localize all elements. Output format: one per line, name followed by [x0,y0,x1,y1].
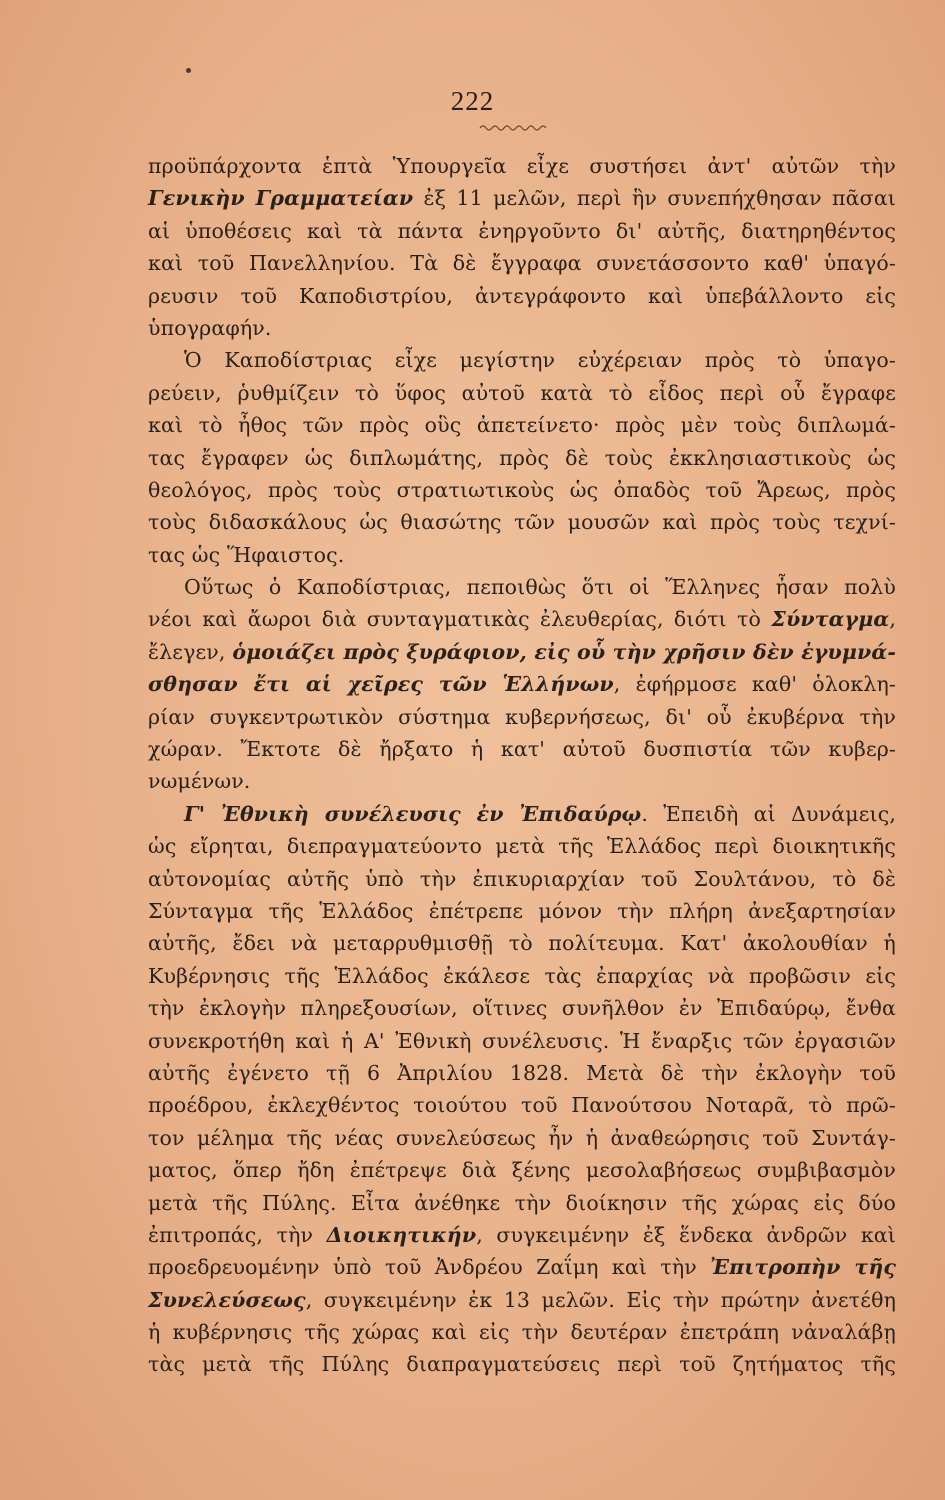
text-line: καὶ τὸ ἦθος τῶν πρὸς οὓς ἀπετείνετο· πρὸς μὲν τοὺς διπλωμά- [148,413,896,438]
text-line: τοὺς διδασκάλους ὡς θιασώτης τῶν μουσῶν καὶ πρὸς τοὺς τεχνί- [148,510,896,535]
italic-quote: σθησαν ἔτι αἱ χεῖρες τῶν Ἑλλήνων [148,672,614,697]
text-line: Οὕτως ὁ Καποδίστριας, πεποιθὼς ὅτι οἱ Ἕλληνες ἦσαν πολὺ [184,575,896,600]
text-line: τας ὡς Ἥφαιστος. [148,542,345,567]
text-line: μετὰ τῆς Πύλης. Εἶτα ἀνέθηκε τὴν διοίκησιν τῆς χώρας εἰς δύο [148,1190,896,1215]
text-line: ρευσιν τοῦ Καποδιστρίου, ἀντεγράφοντο καὶ ὑπεβάλλοντο εἰς [148,283,896,308]
text-line: ὡς εἴρηται, διεπραγματεύοντο μετὰ τῆς Ἑλλάδος περὶ διοικητικῆς [148,834,896,859]
italic-term: Ἐπιτροπὴν τῆς [710,1255,897,1280]
page-number: 222 [450,86,495,116]
text-line: ἡ κυβέρνησις τῆς χώρας καὶ εἰς τὴν δευτέραν ἐπετράπη νἀναλάβῃ [148,1320,896,1345]
italic-term: Διοικητικήν [326,1222,477,1247]
section-heading: Γ' Ἐθνικὴ συνέλευσις ἐν Ἐπιδαύρῳ [184,801,642,826]
text-line: Γενικὴν Γραμματείαν ἐξ 11 μελῶν, περὶ ἣν συνεπήχθησαν πᾶσαι [148,186,896,211]
text-line: ἐπιτροπάς, τὴν Διοικητικήν, συγκειμένην ἐξ ἕνδεκα ἀνδρῶν καὶ [148,1222,896,1247]
text-line: αὐτονομίας αὐτῆς ὑπὸ τὴν ἐπικυριαρχίαν τοῦ Σουλτάνου, τὸ δὲ [148,866,896,891]
body-text [148,150,896,1381]
ink-dot [186,68,191,73]
italic-term: Σύνταγμα [771,607,890,632]
text-line: προϋπάρχοντα ἑπτὰ Ὑπουργεῖα εἶχε συστήσει ἀντ' αὐτῶν τὴν [148,154,896,178]
text-line: συνεκροτήθη καὶ ἡ Α' Ἐθνικὴ συνέλευσις. Ἡ ἔναρξις τῶν ἐργασιῶν [148,1028,896,1053]
text-line: ἔλεγεν, ὁμοιάζει πρὸς ξυράφιον, εἰς οὗ τὴν χρῆσιν δὲν ἐγυμνά- [148,639,896,664]
italic-term: Γενικὴν Γραμματείαν [148,186,414,211]
text-line: νέοι καὶ ἄωροι διὰ συνταγματικὰς ἐλευθερίας, διότι τὸ Σύνταγμα, [148,607,896,632]
text-line: Συνελεύσεως, συγκειμένην ἐκ 13 μελῶν. Εἰς τὴν πρώτην ἀνετέθη [148,1287,896,1312]
italic-quote: ὁμοιάζει πρὸς ξυράφιον, εἰς οὗ τὴν χρῆσιν δὲν ἐγυμνά- [232,639,896,664]
text-line: προεδρευομένην ὑπὸ τοῦ Ἀνδρέου Ζαΐμη καὶ τὴν Ἐπιτροπὴν τῆς [148,1255,897,1280]
text-line: καὶ τοῦ Πανελληνίου. Τὰ δὲ ἔγγραφα συνετάσσοντο καθ' ὑπαγό- [148,251,896,276]
text-line: σθησαν ἔτι αἱ χεῖρες τῶν Ἑλλήνων, ἐφήρμοσε καθ' ὁλοκλη- [148,672,896,697]
text-line: τας ἔγραφεν ὡς διπλωμάτης, πρὸς δὲ τοὺς ἐκκλησιαστικοὺς ὡς [148,445,896,470]
text-line: χώραν. Ἔκτοτε δὲ ἤρξατο ἡ κατ' αὐτοῦ δυσπιστία τῶν κυβερ- [148,737,896,762]
text-line: ρεύειν, ῥυθμίζειν τὸ ὕφος αὐτοῦ κατὰ τὸ εἶδος περὶ οὗ ἔγραφε [148,380,896,405]
text-line: τον μέλημα τῆς νέας συνελεύσεως ἦν ἡ ἀναθεώρησις τοῦ Συντάγ- [148,1125,896,1150]
text-line: ρίαν συγκεντρωτικὸν σύστημα κυβερνήσεως, δι' οὗ ἐκυβέρνα τὴν [148,704,896,729]
section-heading-line: Γ' Ἐθνικὴ συνέλευσις ἐν Ἐπιδαύρῳ. Ἐπειδὴ αἱ Δυνάμεις, [184,801,896,826]
text-line: ματος, ὅπερ ἤδη ἐπέτρεψε διὰ ξένης μεσολαβήσεως συμβιβασμὸν [148,1158,896,1183]
text-line: αἱ ὑποθέσεις καὶ τὰ πάντα ἐνηργοῦντο δι' αὐτῆς, διατηρηθέντος [148,218,896,243]
text-line: τὴν ἐκλογὴν πληρεξουσίων, οἵτινες συνῆλθον ἐν Ἐπιδαύρῳ, ἔνθα [148,996,896,1021]
text-line: Ὁ Καποδίστριας εἶχε μεγίστην εὐχέρειαν πρὸς τὸ ὑπαγο- [184,348,896,373]
text-line: ὑπογραφήν. [148,315,272,340]
text-line: νωμένων. [148,769,251,794]
text-line: προέδρου, ἐκλεχθέντος τοιούτου τοῦ Πανούτσου Νοταρᾶ, τὸ πρῶ- [148,1093,896,1118]
text-line: τὰς μετὰ τῆς Πύλης διαπραγματεύσεις περὶ τοῦ ζητήματος τῆς [148,1352,896,1377]
text-line: Κυβέρνησις τῆς Ἑλλάδος ἐκάλεσε τὰς ἐπαρχίας νὰ προβῶσιν εἰς [148,963,896,988]
text-line: Σύνταγμα τῆς Ἑλλάδος ἐπέτρεπε μόνον τὴν πλήρη ἀνεξαρτησίαν [148,898,896,923]
decorative-wavy-rule-icon [478,122,548,134]
text-line: αὐτῆς, ἔδει νὰ μεταρρυθμισθῇ τὸ πολίτευμα. Κατ' ἀκολουθίαν ἡ [148,931,896,956]
text-line: θεολόγος, πρὸς τοὺς στρατιωτικοὺς ὡς ὀπαδὸς τοῦ Ἄρεως, πρὸς [148,477,896,502]
text-line: αὐτῆς ἐγένετο τῇ 6 Ἀπριλίου 1828. Μετὰ δὲ τὴν ἐκλογὴν τοῦ [148,1060,896,1085]
italic-term: Συνελεύσεως [148,1287,306,1312]
